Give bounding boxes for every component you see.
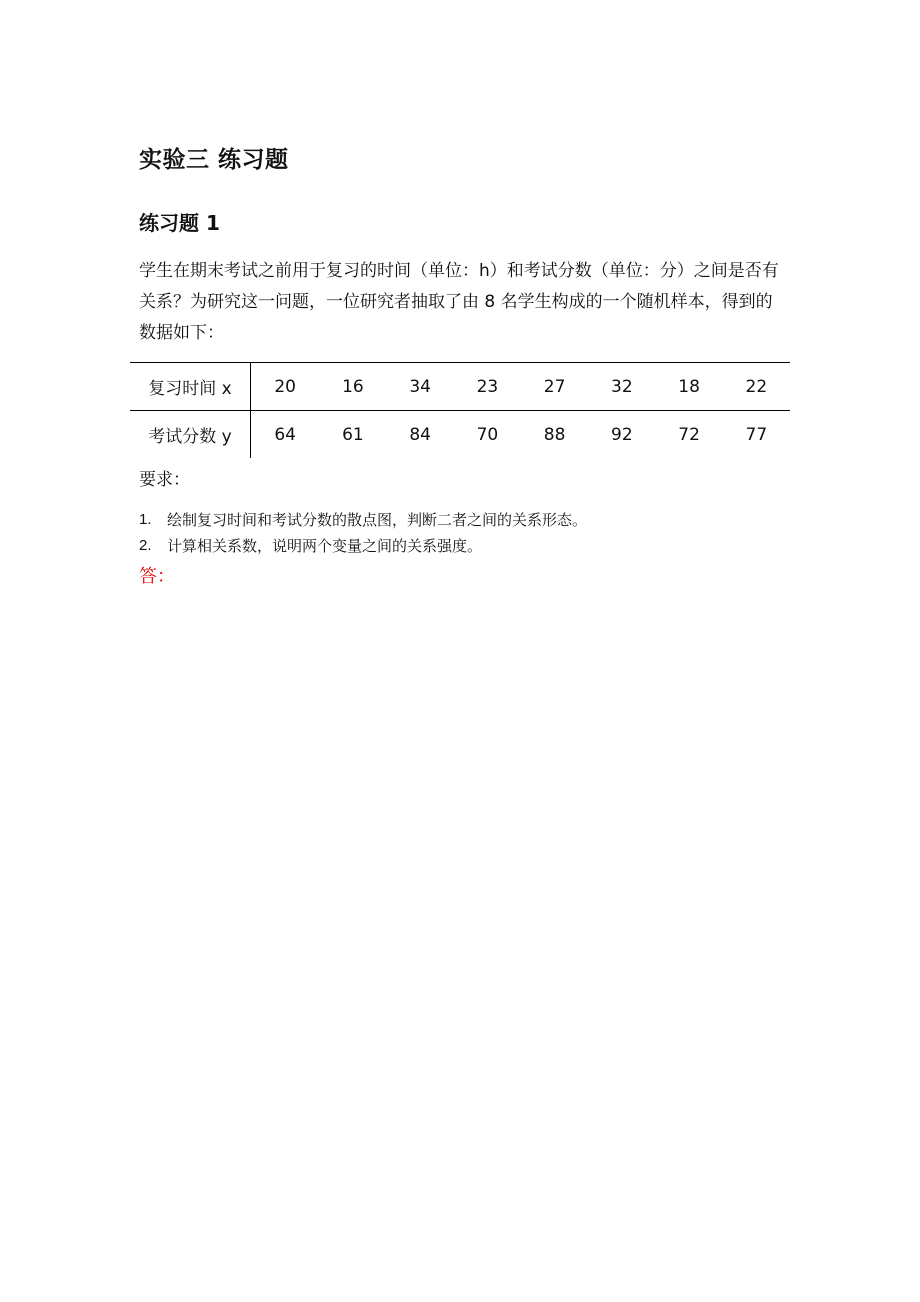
- table-cell: 64: [274, 424, 296, 445]
- exercise-heading: 练习题 1: [139, 211, 220, 235]
- data-table: [130, 362, 790, 458]
- answer-label: 答：: [139, 566, 175, 587]
- table-cell: 77: [745, 424, 768, 445]
- table-cell: 88: [543, 424, 566, 445]
- table-cell: 72: [678, 424, 700, 445]
- table-cell: 34: [387, 363, 454, 411]
- table-cell: 70: [476, 424, 499, 445]
- row-label-exam-score: 考试分数 y: [130, 411, 251, 459]
- table-cell: 32: [588, 363, 655, 411]
- table-cell: 27: [521, 363, 588, 411]
- table-cell: 16: [319, 363, 386, 411]
- list-item: [139, 533, 587, 559]
- table-row-study-time: [130, 363, 790, 411]
- table-cell: 23: [454, 363, 521, 411]
- row-label-study-time: 复习时间 x: [130, 363, 251, 411]
- document-title: 实验三 练习题: [139, 147, 289, 173]
- table-row-exam-score: [130, 411, 790, 459]
- table-cell: 20: [251, 363, 320, 411]
- list-item: [139, 507, 587, 533]
- table-cell: 22: [723, 363, 790, 411]
- task-number: 1.: [139, 511, 152, 528]
- table-cell: 84: [409, 424, 431, 445]
- task-number: 2.: [139, 537, 152, 554]
- intro-paragraph: 学生在期末考试之前用于复习的时间（单位：h）和考试分数（单位：分）之间是否有关系？为研究这一问题，一位研究者抽取了由 8 名学生构成的一个随机样本，得到的数据如下：: [139, 261, 779, 343]
- task-list: [139, 507, 587, 559]
- requirements-label: 要求：: [139, 470, 190, 490]
- task-text: 计算相关系数，说明两个变量之间的关系强度。: [167, 537, 483, 555]
- table-cell: 18: [655, 363, 722, 411]
- table-cell: 61: [342, 424, 364, 445]
- task-text: 绘制复习时间和考试分数的散点图，判断二者之间的关系形态。: [167, 511, 588, 529]
- table-cell: 92: [611, 424, 633, 445]
